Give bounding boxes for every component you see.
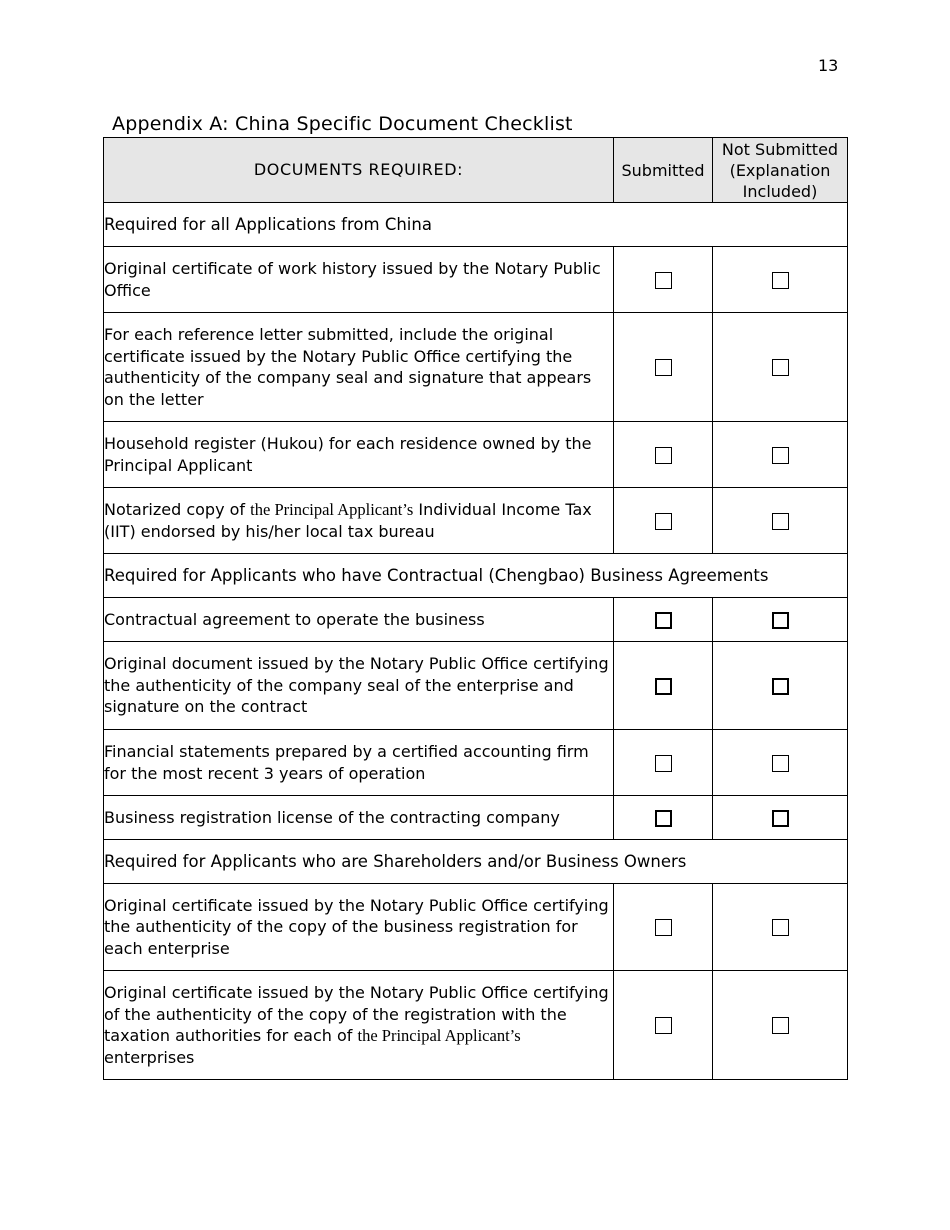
submitted-checkbox[interactable] <box>655 612 672 629</box>
document-description: Household register (Hukou) for each residence owned by the Principal Applicant <box>104 422 614 488</box>
description-text-serif: the Principal Applicant’s <box>357 1026 521 1045</box>
submitted-cell <box>614 488 713 554</box>
not-submitted-cell <box>713 884 848 971</box>
not-submitted-header <box>713 138 848 203</box>
submitted-cell <box>614 884 713 971</box>
submitted-cell <box>614 642 713 730</box>
document-description <box>104 488 614 554</box>
section-row <box>104 840 848 884</box>
page-number: 13 <box>818 56 839 75</box>
not-submitted-checkbox[interactable] <box>772 755 789 772</box>
submitted-cell <box>614 247 713 313</box>
not-submitted-header-line-1: Not Submitted <box>721 139 839 159</box>
submitted-cell <box>614 422 713 488</box>
description-text: Notarized copy of <box>104 500 251 519</box>
submitted-cell <box>614 598 713 642</box>
not-submitted-checkbox[interactable] <box>772 678 789 695</box>
table-row <box>104 796 848 840</box>
section-row <box>104 203 848 247</box>
table-header-row <box>104 138 848 203</box>
document-description <box>104 971 614 1080</box>
not-submitted-cell <box>713 488 848 554</box>
submitted-checkbox[interactable] <box>655 755 672 772</box>
section-row <box>104 554 848 598</box>
not-submitted-cell <box>713 598 848 642</box>
table-row <box>104 247 848 313</box>
submitted-checkbox[interactable] <box>655 678 672 695</box>
document-description: Contractual agreement to operate the business <box>104 598 614 642</box>
document-description: Business registration license of the contracting company <box>104 796 614 840</box>
not-submitted-checkbox[interactable] <box>772 272 789 289</box>
document-description: For each reference letter submitted, include the original certificate issued by the Notary Public Office certifying the authenticity of the company seal and signature that appears on the letter <box>104 313 614 422</box>
not-submitted-cell <box>713 796 848 840</box>
table-row <box>104 598 848 642</box>
submitted-checkbox[interactable] <box>655 513 672 530</box>
section-heading: Required for Applicants who have Contractual (Chengbao) Business Agreements <box>104 554 848 598</box>
description-text-serif: the Principal Applicant’s <box>250 500 414 519</box>
submitted-checkbox[interactable] <box>655 272 672 289</box>
appendix-title: Appendix A: China Specific Document Checklist <box>112 113 573 135</box>
table-row <box>104 488 848 554</box>
section-heading: Required for Applicants who are Shareholders and/or Business Owners <box>104 840 848 884</box>
submitted-cell <box>614 971 713 1080</box>
submitted-cell <box>614 313 713 422</box>
not-submitted-cell <box>713 642 848 730</box>
submitted-checkbox[interactable] <box>655 447 672 464</box>
document-description: Original certificate issued by the Notary Public Office certifying the authenticity of the copy of the business registration for each enterprise <box>104 884 614 971</box>
description-text: Individual Income Tax (IIT) endorsed by his/her local tax bureau <box>104 500 592 541</box>
not-submitted-checkbox[interactable] <box>772 810 789 827</box>
documents-required-header: DOCUMENTS REQUIRED: <box>104 138 614 203</box>
document-description: Original document issued by the Notary Public Office certifying the authenticity of the company seal of the enterprise and signature on the contract <box>104 642 614 730</box>
table-row <box>104 422 848 488</box>
not-submitted-header-line-2: (Explanation <box>729 160 831 180</box>
not-submitted-checkbox[interactable] <box>772 1017 789 1034</box>
not-submitted-checkbox[interactable] <box>772 919 789 936</box>
submitted-checkbox[interactable] <box>655 810 672 827</box>
document-description: Original certificate of work history issued by the Notary Public Office <box>104 247 614 313</box>
document-description: Financial statements prepared by a certified accounting firm for the most recent 3 years of operation <box>104 730 614 796</box>
not-submitted-cell <box>713 313 848 422</box>
not-submitted-header-line-3: Included) <box>742 181 818 201</box>
not-submitted-checkbox[interactable] <box>772 612 789 629</box>
not-submitted-checkbox[interactable] <box>772 447 789 464</box>
document-checklist-table <box>103 137 848 1080</box>
submitted-checkbox[interactable] <box>655 919 672 936</box>
not-submitted-cell <box>713 422 848 488</box>
not-submitted-cell <box>713 247 848 313</box>
table-row <box>104 642 848 730</box>
not-submitted-cell <box>713 971 848 1080</box>
table-row <box>104 884 848 971</box>
description-text: Original certificate issued by the Notary Public Office certifying of the authenticity of the copy of the registration with the taxation authorities for each of <box>104 983 609 1045</box>
table-row <box>104 313 848 422</box>
submitted-cell <box>614 796 713 840</box>
description-text: enterprises <box>104 1047 195 1067</box>
submitted-header: Submitted <box>614 138 713 203</box>
table-row <box>104 971 848 1080</box>
submitted-cell <box>614 730 713 796</box>
table-row <box>104 730 848 796</box>
not-submitted-cell <box>713 730 848 796</box>
section-heading: Required for all Applications from China <box>104 203 848 247</box>
submitted-checkbox[interactable] <box>655 1017 672 1034</box>
not-submitted-checkbox[interactable] <box>772 359 789 376</box>
submitted-checkbox[interactable] <box>655 359 672 376</box>
not-submitted-checkbox[interactable] <box>772 513 789 530</box>
